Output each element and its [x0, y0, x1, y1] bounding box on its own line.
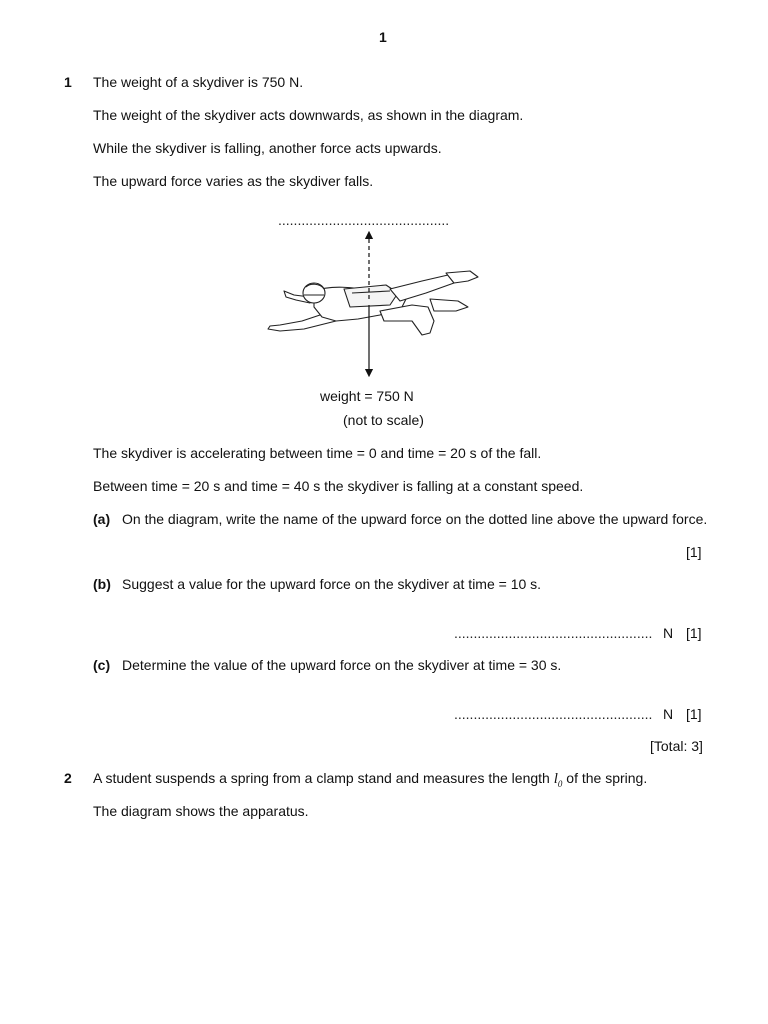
q1-intro-line-4: The upward force varies as the skydiver falls. — [93, 173, 374, 189]
part-b-label: (b) — [93, 576, 111, 592]
part-c-text: Determine the value of the upward force on the skydiver at time = 30 s. — [122, 657, 562, 673]
length-symbol: $l_0$ — [553, 771, 563, 789]
upward-force-answer-line[interactable]: ............................................ — [278, 212, 450, 228]
q1-total-marks: [Total: 3] — [650, 738, 703, 754]
part-b-marks: [1] — [686, 625, 702, 641]
part-c-marks: [1] — [686, 706, 702, 722]
skydiver-diagram — [262, 225, 482, 385]
part-b-unit: N — [663, 625, 674, 641]
weight-label: weight = 750 N — [320, 388, 414, 404]
q1-intro-line-1: The weight of a skydiver is 750 N. — [93, 74, 304, 90]
question-1-number: 1 — [64, 74, 72, 90]
q1-intro-line-3: While the skydiver is falling, another force acts upwards. — [93, 140, 442, 156]
q2-line-2: The diagram shows the apparatus. — [93, 803, 309, 819]
q1-intro-line-2: The weight of the skydiver acts downwards, as shown in the diagram. — [93, 107, 524, 123]
q1-context-line-2: Between time = 20 s and time = 40 s the skydiver is falling at a constant speed. — [93, 478, 584, 494]
q2-line-1-start: A student suspends a spring from a clamp stand and measures the length — [93, 770, 554, 786]
part-b-answer-line[interactable]: ................................................... — [454, 625, 653, 641]
q2-line-1-end: of the spring. — [562, 770, 648, 786]
q1-context-line-1: The skydiver is accelerating between time = 0 and time = 20 s of the fall. — [93, 445, 542, 461]
part-c-answer-line[interactable]: ................................................... — [454, 706, 653, 722]
question-2-number: 2 — [64, 770, 72, 786]
skydiver-figure — [268, 271, 478, 335]
part-c-label: (c) — [93, 657, 111, 673]
part-a-text: On the diagram, write the name of the upward force on the dotted line above the upward force. — [122, 511, 708, 527]
part-b-text: Suggest a value for the upward force on the skydiver at time = 10 s. — [122, 576, 542, 592]
q2-line-1 — [93, 770, 647, 792]
part-a-marks: [1] — [686, 544, 702, 560]
diagram-caption: (not to scale) — [343, 412, 424, 428]
part-c-unit: N — [663, 706, 674, 722]
page-number: 1 — [379, 29, 387, 45]
part-a-label: (a) — [93, 511, 111, 527]
